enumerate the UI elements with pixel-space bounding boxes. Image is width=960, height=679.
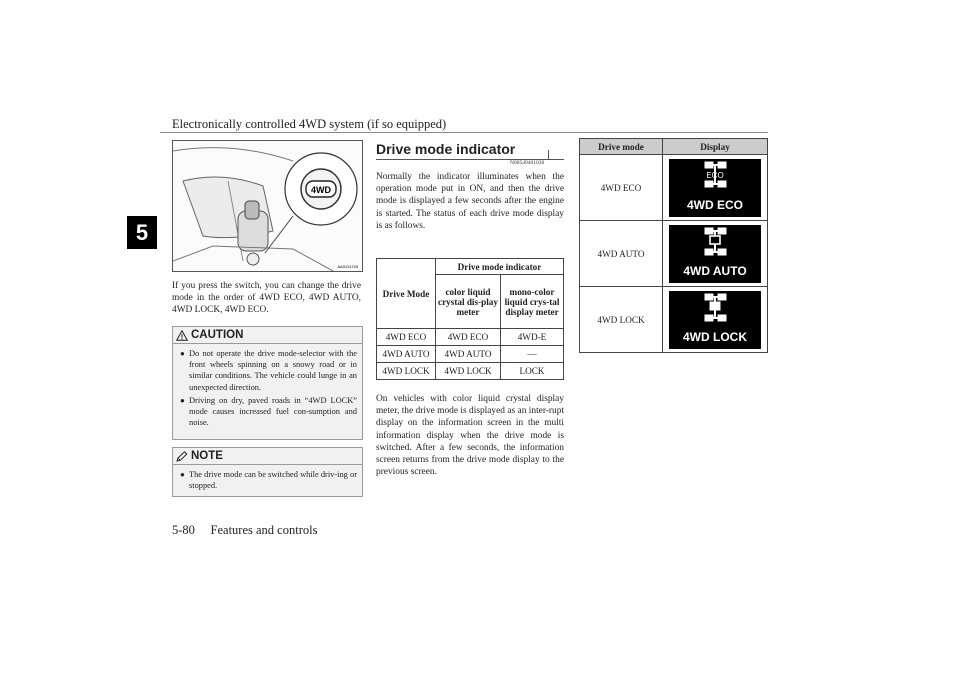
4wd-eco-indicator-icon: [669, 159, 761, 217]
table-row: [580, 155, 768, 221]
note-header: [173, 448, 362, 465]
bullet-icon: ●: [180, 349, 185, 358]
4wd-auto-indicator-icon: [669, 225, 761, 283]
page-footer: 5-80 Features and controls: [172, 523, 318, 537]
bullet-icon: ●: [180, 395, 185, 405]
chapter-tab: 5: [127, 216, 157, 249]
pencil-icon: [176, 451, 188, 462]
illustration-4wd-label: 4WD: [311, 185, 331, 195]
eco-badge: ECO: [706, 170, 724, 180]
table-cell: 4WD LOCK: [377, 363, 436, 380]
table-cell: 4WD LOCK: [580, 287, 663, 353]
indicator-table: [376, 258, 564, 380]
header-rule: [160, 132, 768, 133]
table-row: [377, 329, 564, 346]
bullet-icon: ●: [180, 470, 185, 479]
display-cell: [663, 155, 768, 221]
table-cell: 4WD AUTO: [580, 221, 663, 287]
section-paragraph-1: Normally the indicator illuminates when the operation mode put in ON, and then the drive mode is displayed a few seconds after the engine is started. The status of each drive mode display is as follows.: [376, 172, 564, 231]
col-drive-mode-header: Drive Mode: [377, 259, 436, 329]
note-title: NOTE: [191, 450, 223, 462]
table-cell: LOCK: [501, 363, 564, 380]
page-header-title: Electronically controlled 4WD system (if so equipped): [172, 117, 447, 131]
table-row: [377, 346, 564, 363]
col-indicator-group-header: Drive mode indicator: [436, 259, 564, 275]
intro-paragraph: If you press the switch, you can change the drive mode in the order of 4WD ECO, 4WD AUTO, 4WD LOCK, 4WD ECO.: [172, 281, 361, 316]
display-caption: 4WD ECO: [686, 197, 744, 212]
display-caption: 4WD AUTO: [683, 263, 747, 278]
caution-item: ● Do not operate the drive mode-selector with the front wheels spinning on a snowy road or in similar conditions. The vehicle could lunge in an unexpected direction.: [180, 349, 357, 392]
note-item: ● The drive mode can be switched while driv-ing or stopped.: [180, 470, 357, 491]
table-cell: —: [501, 346, 564, 363]
illustration-code: AA0114749: [337, 264, 358, 269]
table-row: [580, 221, 768, 287]
4wd-lock-indicator-icon: [669, 291, 761, 349]
col-color-header: color liquid crystal dis-play meter: [436, 275, 501, 329]
table-cell: 4WD ECO: [580, 155, 663, 221]
table-cell: 4WD AUTO: [377, 346, 436, 363]
section-rule-tick: [548, 150, 549, 160]
table-row: [377, 363, 564, 380]
table-cell: 4WD ECO: [377, 329, 436, 346]
display-cell: [663, 221, 768, 287]
table-cell: 4WD LOCK: [436, 363, 501, 380]
display-table: [579, 138, 768, 353]
section-paragraph-2: On vehicles with color liquid crystal display meter, the drive mode is displayed as an inter-rupt display on the information screen in the multi information display when the drive mode is switched. After a few seconds, the information screen returns from the drive mode display to the previous screen.: [376, 394, 564, 478]
console-illustration: [172, 140, 363, 272]
caution-box: [172, 326, 363, 440]
section-code: N00549401030: [510, 160, 545, 166]
table-cell: 4WD AUTO: [436, 346, 501, 363]
console-4wd-switch-image: [173, 141, 362, 271]
display-caption: 4WD LOCK: [683, 329, 747, 344]
section-title: Drive mode indicator: [376, 141, 516, 157]
col-mono-header: mono-color liquid crys-tal display meter: [501, 275, 564, 329]
col-display-header: Display: [663, 139, 768, 155]
display-cell: [663, 287, 768, 353]
note-box: [172, 447, 363, 497]
table-cell: 4WD ECO: [436, 329, 501, 346]
caution-title: CAUTION: [191, 329, 244, 341]
caution-header: [173, 327, 362, 344]
table-cell: 4WD-E: [501, 329, 564, 346]
caution-item: ● Driving on dry, paved roads in “4WD LOCK” mode causes increased fuel con-sumption and noise.: [180, 395, 357, 428]
warning-triangle-icon: [176, 330, 188, 341]
table-row: [580, 287, 768, 353]
col-mode-header: Drive mode: [580, 139, 663, 155]
